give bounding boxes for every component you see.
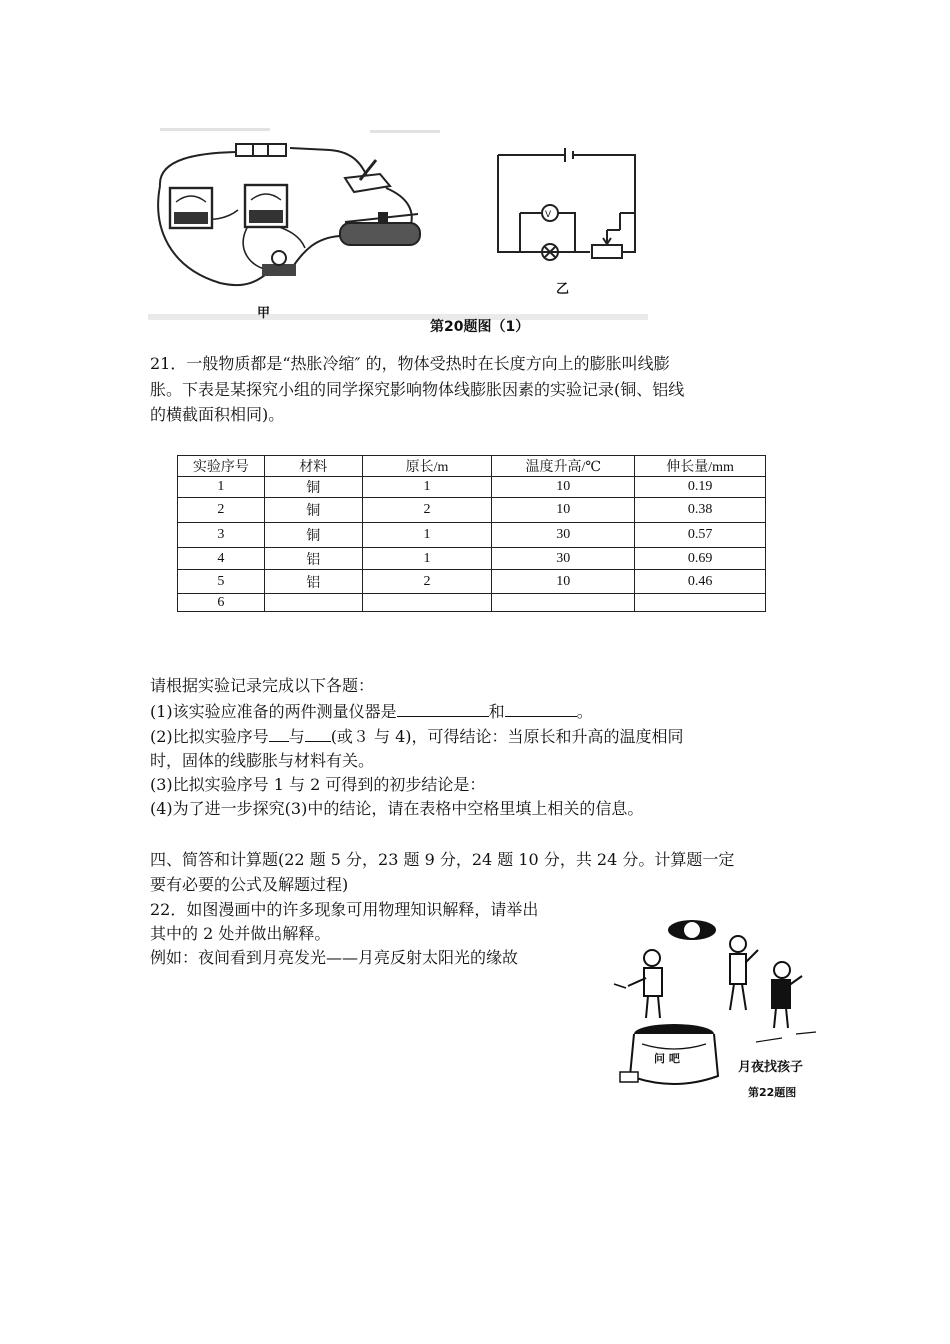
well-text: 问 吧 — [654, 1052, 680, 1065]
cell: 铜 — [264, 523, 362, 548]
cell: 铝 — [264, 570, 362, 594]
section4-line-2: 要有必要的公式及解题过程) — [150, 875, 349, 894]
sub1-text-c: 。 — [576, 702, 593, 721]
label-yi: 乙 — [556, 282, 570, 297]
cell — [264, 594, 362, 612]
cartoon-figure-22 — [606, 906, 842, 1104]
person-left — [628, 950, 662, 1018]
q21-intro-line-3: 的横截面积相同)。 — [150, 405, 285, 424]
cell: 2 — [178, 498, 265, 523]
cell: 1 — [362, 523, 492, 548]
q21-prompt: 请根据实验记录完成以下各题： — [150, 676, 375, 695]
cell: 铜 — [264, 498, 362, 523]
table-row — [178, 548, 766, 570]
experiment-table — [177, 455, 766, 612]
q21-intro-line-2: 胀。下表是某探究小组的同学探究影响物体线膨胀因素的实验记录(铜、铝线 — [150, 380, 685, 399]
person-right — [772, 962, 802, 1028]
table-header-row — [178, 456, 766, 477]
cell: 4 — [178, 548, 265, 570]
q22-line-1: 22．如图漫画中的许多现象可用物理知识解释，请举出 — [150, 900, 539, 919]
header-length: 原长/m — [362, 456, 492, 477]
cell: 1 — [362, 477, 492, 498]
cell: 0.69 — [635, 548, 766, 570]
q21-sub-2-line-2: 时，固体的线膨胀与材料有关。 — [150, 751, 375, 770]
cell: 0.46 — [635, 570, 766, 594]
cell: 0.57 — [635, 523, 766, 548]
table-row — [178, 523, 766, 548]
section4-line-1: 四、简答和计算题(22 题 5 分，23 题 9 分，24 题 10 分，共 24 分。计算题一定 — [150, 850, 735, 869]
figure-20-caption: 第20题图（1） — [430, 319, 530, 335]
answer-blank-seq-b[interactable] — [305, 724, 331, 742]
cartoon-drawing — [606, 906, 842, 1104]
sub2-text-a: (2)比拟实验序号 — [150, 727, 269, 746]
cell — [635, 594, 766, 612]
cell: 6 — [178, 594, 265, 612]
header-seq: 实验序号 — [178, 456, 265, 477]
cell: 0.38 — [635, 498, 766, 523]
sub1-text-b: 和 — [488, 702, 505, 721]
answer-blank-seq-a[interactable] — [269, 724, 289, 742]
header-elongation: 伸长量/mm — [635, 456, 766, 477]
ammeter-jia — [170, 188, 212, 228]
voltmeter-jia — [245, 185, 287, 227]
cell: 10 — [492, 477, 635, 498]
cell: 铜 — [264, 477, 362, 498]
cartoon-title: 月夜找孩子 — [738, 1060, 804, 1075]
cell: 30 — [492, 548, 635, 570]
table-row — [178, 498, 766, 523]
sub2-text-c: (或３ 与 4)，可得结论：当原长和升高的温度相同 — [330, 727, 684, 746]
person-middle — [730, 936, 758, 1010]
label-jia: 甲 — [257, 306, 271, 321]
cell: 0.19 — [635, 477, 766, 498]
figure-20 — [140, 118, 660, 340]
cell: 铝 — [264, 548, 362, 570]
q21-sub-4: (4)为了进一步探究(3)中的结论，请在表格中空格里填上相关的信息。 — [150, 799, 644, 818]
cell: 3 — [178, 523, 265, 548]
answer-blank-instrument-1[interactable] — [397, 699, 489, 717]
cell: 1 — [362, 548, 492, 570]
header-material: 材料 — [264, 456, 362, 477]
cell: 2 — [362, 570, 492, 594]
voltmeter-symbol-v: V — [545, 210, 552, 220]
sub2-text-b: 与 — [288, 727, 305, 746]
q21-sub-3: (3)比拟实验序号 1 与 2 可得到的初步结论是： — [150, 775, 486, 794]
cell: 10 — [492, 498, 635, 523]
cartoon-caption: 第22题图 — [748, 1086, 797, 1099]
rheostat-jia — [340, 212, 420, 245]
cell: 2 — [362, 498, 492, 523]
header-temp-rise: 温度升高/℃ — [492, 456, 635, 477]
sub1-text-a: (1)该实验应准备的两件测量仪器是 — [150, 702, 397, 721]
answer-blank-instrument-2[interactable] — [505, 699, 577, 717]
table-row — [178, 570, 766, 594]
table-row — [178, 594, 766, 612]
q21-sub-1 — [150, 699, 593, 724]
q21-sub-2 — [150, 724, 684, 749]
q22-line-3: 例如：夜间看到月亮发光——月亮反射太阳光的缘故 — [150, 948, 519, 967]
cell: 10 — [492, 570, 635, 594]
cell — [492, 594, 635, 612]
q22-line-2: 其中的 2 处并做出解释。 — [150, 924, 331, 943]
switch-jia — [345, 160, 390, 192]
schematic-yi — [498, 148, 635, 260]
lamp-jia — [262, 251, 296, 276]
table-row — [178, 477, 766, 498]
cell: 5 — [178, 570, 265, 594]
cell — [362, 594, 492, 612]
cell: 1 — [178, 477, 265, 498]
circuit-figure — [140, 118, 660, 340]
battery-jia — [236, 144, 286, 156]
q21-intro-line-1: 21．一般物质都是“热胀冷缩″ 的，物体受热时在长度方向上的膨胀叫线膨 — [150, 354, 670, 373]
cell: 30 — [492, 523, 635, 548]
